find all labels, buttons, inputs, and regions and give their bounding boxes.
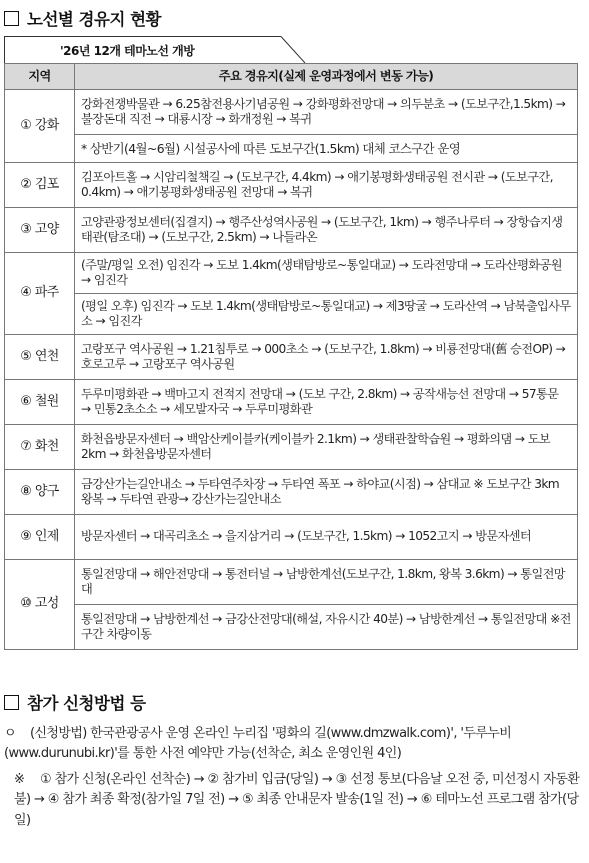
- table-row: [5, 515, 578, 560]
- route-note-cell: * 상반기(4월~6월) 시설공사에 따른 도보구간(1.5km) 대체 코스구간 운영: [75, 135, 578, 163]
- header-region: 지역: [5, 64, 75, 90]
- region-cell: ① 강화: [5, 90, 75, 163]
- table-header-row: [5, 64, 578, 90]
- route-cell: 방문자센터 → 대곡리초소 → 을지삼거리 → (도보구간, 1.5km) → 1052고지 → 방문자센터: [75, 515, 578, 560]
- section-title-routes: [4, 6, 161, 30]
- region-cell: ⑨ 인제: [5, 515, 75, 560]
- route-cell: 통일전망대 → 해안전망대 → 통전터널 → 남방한계선(도보구간, 1.8km, 왕복 3.6km) → 통일전망대: [75, 560, 578, 605]
- checkbox-square-icon: [4, 695, 19, 710]
- region-cell: ⑤ 연천: [5, 335, 75, 380]
- route-cell: 고양관광정보센터(집결지) → 행주산성역사공원 → (도보구간, 1km) → 행주나루터 → 장항습지생태관(탐조대) → (도보구간, 2.5km) → 나들라온: [75, 208, 578, 253]
- section-title-application: [4, 690, 146, 714]
- region-cell: ⑥ 철원: [5, 380, 75, 425]
- circle-bullet-icon: ㅇ: [4, 726, 16, 741]
- table-row: [5, 425, 578, 470]
- application-info: [4, 724, 584, 831]
- table-row: [5, 294, 578, 335]
- application-steps: [4, 770, 584, 830]
- caption-tab-label: '26년 12개 테마노선 개방: [60, 44, 195, 58]
- route-cell: 강화전쟁박물관 → 6.25참전용사기념공원 → 강화평화전망대 → 의두분초 → (도보구간,1.5km) → 불장돈대 직전 → 대룡시장 → 화개정원 → 복귀: [75, 90, 578, 135]
- route-cell: 두루미평화관 → 백마고지 전적지 전망대 → (도보 구간, 2.8km) → 공작새능선 전망대 → 57통문 → 민통2초소소 → 세모발자국 → 두루미평화관: [75, 380, 578, 425]
- route-cell: 고랑포구 역사공원 → 1.21침투로 → 000초소 → (도보구간, 1.8km) → 비룡전망대(舊 승전OP) → 호로고루 → 고랑포구 역사공원: [75, 335, 578, 380]
- route-cell: 통일전망대 → 남방한계선 → 금강산전망대(해설, 자유시간 40분) → 남방한계선 → 통일전망대 ※전구간 차량이동: [75, 605, 578, 650]
- table-row: [5, 135, 578, 163]
- section-title-text: 참가 신청방법 등: [27, 694, 146, 713]
- region-cell: ③ 고양: [5, 208, 75, 253]
- table-row: [5, 380, 578, 425]
- caption-tab-slant: [267, 36, 307, 63]
- table-row: [5, 605, 578, 650]
- route-cell: (주말/평일 오전) 임진각 → 도보 1.4km(생태탐방로~통일대교) → 도라전망대 → 도라산평화공원 → 임진각: [75, 253, 578, 294]
- application-method-text: (신청방법) 한국관광공사 운영 온라인 누리집 '평화의 길(www.dmzwalk.com)', '두루누비(www.durunubi.kr)'를 통한 사전 예약만 가능(선착순, 최소 운영인원 4인): [4, 726, 512, 762]
- section-title-text: 노선별 경유지 현황: [27, 10, 162, 29]
- routes-table: [4, 63, 578, 650]
- table-row: [5, 90, 578, 135]
- table-row: [5, 560, 578, 605]
- route-cell: 김포아트홀 → 시암리철책길 → (도보구간, 4.4km) → 애기봉평화생태공원 전시관 → (도보구간, 0.4km) → 애기봉평화생태공원 전망대 → 복귀: [75, 163, 578, 208]
- table-row: [5, 253, 578, 294]
- checkbox-square-icon: [4, 11, 19, 26]
- route-cell: 화천읍방문자센터 → 백암산케이블카(케이블카 2.1km) → 생태관찰학습원 → 평화의댐 → 도보 2km → 화천읍방문자센터: [75, 425, 578, 470]
- region-cell: ② 김포: [5, 163, 75, 208]
- application-method: [4, 724, 584, 764]
- table-row: [5, 470, 578, 515]
- route-cell: (평일 오후) 임진각 → 도보 1.4km(생태탐방로~통일대교) → 제3땅굴 → 도라산역 → 남북출입사무소 → 임진각: [75, 294, 578, 335]
- header-routes: 주요 경유지(실제 운영과정에서 변동 가능): [75, 64, 578, 90]
- table-row: [5, 335, 578, 380]
- region-cell: ⑦ 화천: [5, 425, 75, 470]
- note-mark-icon: ※: [14, 772, 25, 788]
- region-cell: ⑧ 양구: [5, 470, 75, 515]
- region-cell: ⑩ 고성: [5, 560, 75, 650]
- application-steps-text: ① 참가 신청(온라인 선착순) → ② 참가비 입금(당일) → ③ 선정 통보(다음날 오전 중, 미선정시 자동환불) → ④ 참가 최종 확정(참가일 7일 전) → ⑤ 최종 안내문자 발송(1일 전) → ⑥ 테마노선 프로그램 참가(당일): [14, 772, 580, 828]
- route-cell: 금강산가는길안내소 → 두타연주차장 → 두타연 폭포 → 하야교(시점) → 삼대교 ※ 도보구간 3km 왕복 → 두타연 관광→ 강산가는길안내소: [75, 470, 578, 515]
- table-row: [5, 208, 578, 253]
- region-cell: ④ 파주: [5, 253, 75, 335]
- table-row: [5, 163, 578, 208]
